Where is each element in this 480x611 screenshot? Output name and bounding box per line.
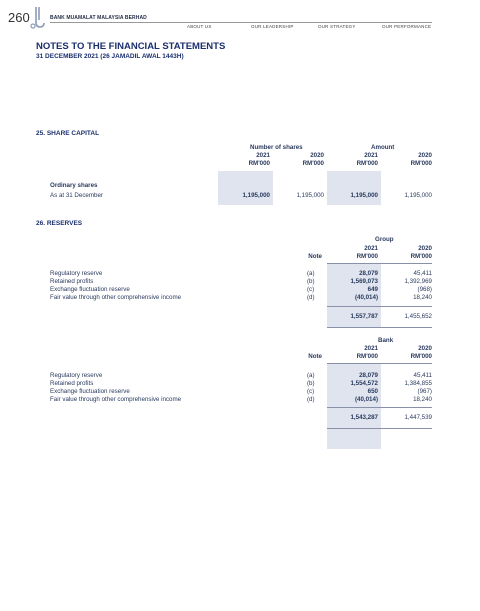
reserve-label: Fair value through other comprehensive income bbox=[50, 396, 182, 403]
unit-header: RM'000 bbox=[410, 353, 432, 360]
total-rule bbox=[327, 306, 432, 307]
table-cell: (967) bbox=[417, 388, 432, 395]
reserve-label: Exchange fluctuation reserve bbox=[50, 388, 130, 395]
table-cell: 45,411 bbox=[413, 372, 432, 379]
reserve-label: Fair value through other comprehensive income bbox=[50, 294, 182, 301]
total-rule bbox=[327, 407, 432, 408]
reserve-label: Retained profits bbox=[50, 380, 94, 387]
note-ref: (b) bbox=[307, 380, 315, 387]
note-ref: (a) bbox=[307, 372, 315, 379]
total-cell: 1,447,539 bbox=[404, 414, 432, 421]
reserves-heading: 26. RESERVES bbox=[36, 220, 83, 227]
year-header: 2020 bbox=[418, 245, 432, 252]
year-header: 2021 bbox=[364, 245, 378, 252]
total-cell: 1,543,287 bbox=[350, 414, 378, 421]
unit-header: RM'000 bbox=[302, 160, 324, 167]
page-subtitle: 31 DECEMBER 2021 (26 JAMADIL AWAL 1443H) bbox=[36, 53, 184, 60]
total-bottom-rule bbox=[327, 428, 432, 429]
bank-label: Bank bbox=[378, 337, 394, 344]
year-header: 2021 bbox=[364, 152, 378, 159]
note-header: Note bbox=[308, 253, 322, 260]
row-title: Ordinary shares bbox=[50, 182, 98, 189]
nav-our-performance[interactable]: OUR PERFORMANCE bbox=[382, 24, 432, 29]
note-ref: (c) bbox=[307, 286, 315, 293]
note-header: Note bbox=[308, 353, 322, 360]
table-cell: (40,014) bbox=[354, 294, 378, 301]
reserve-label: Regulatory reserve bbox=[50, 372, 103, 379]
note-ref: (a) bbox=[307, 270, 315, 277]
table-cell: 650 bbox=[367, 388, 378, 395]
share-capital-heading: 25. SHARE CAPITAL bbox=[36, 130, 100, 137]
year-header: 2021 bbox=[364, 345, 378, 352]
unit-header: RM'000 bbox=[410, 253, 432, 260]
page-title: NOTES TO THE FINANCIAL STATEMENTS bbox=[36, 41, 226, 52]
shaded-column-2021 bbox=[218, 171, 273, 205]
nav-our-leadership[interactable]: OUR LEADERSHIP bbox=[251, 24, 294, 29]
year-header: 2020 bbox=[418, 345, 432, 352]
table-cell: 28,079 bbox=[359, 372, 378, 379]
page-number: 260 bbox=[8, 10, 30, 25]
header-divider bbox=[50, 22, 432, 23]
unit-header: RM'000 bbox=[248, 160, 270, 167]
year-header: 2020 bbox=[310, 152, 324, 159]
unit-header: RM'000 bbox=[356, 160, 378, 167]
note-ref: (c) bbox=[307, 388, 315, 395]
total-bottom-rule bbox=[327, 327, 432, 328]
table-cell: 1,195,000 bbox=[404, 192, 432, 199]
table-cell: 18,240 bbox=[413, 396, 432, 403]
total-cell: 1,455,652 bbox=[404, 313, 432, 320]
amount-group-label: Amount bbox=[371, 144, 395, 151]
note-ref: (b) bbox=[307, 278, 315, 285]
reserve-label: Retained profits bbox=[50, 278, 94, 285]
table-cell: 1,569,073 bbox=[350, 278, 378, 285]
table-cell: 1,195,000 bbox=[296, 192, 324, 199]
table-cell: 1,392,969 bbox=[404, 278, 432, 285]
table-cell: 1,554,572 bbox=[350, 380, 378, 387]
table-cell: 28,079 bbox=[359, 270, 378, 277]
unit-header: RM'000 bbox=[356, 253, 378, 260]
bank-logo-icon bbox=[30, 6, 46, 30]
row-label: As at 31 December bbox=[50, 192, 103, 199]
header-rule bbox=[327, 363, 432, 364]
year-header: 2021 bbox=[256, 152, 270, 159]
table-cell: (40,014) bbox=[354, 396, 378, 403]
year-header: 2020 bbox=[418, 152, 432, 159]
reserve-label: Exchange fluctuation reserve bbox=[50, 286, 130, 293]
nav-our-strategy[interactable]: OUR STRATEGY bbox=[318, 24, 356, 29]
shares-group-label: Number of shares bbox=[250, 144, 303, 151]
table-cell: 649 bbox=[367, 286, 378, 293]
note-ref: (d) bbox=[307, 294, 315, 301]
table-cell: 1,195,000 bbox=[350, 192, 378, 199]
table-cell: 18,240 bbox=[413, 294, 432, 301]
table-cell: 45,411 bbox=[413, 270, 432, 277]
table-cell: 1,195,000 bbox=[242, 192, 270, 199]
unit-header: RM'000 bbox=[356, 353, 378, 360]
table-cell: 1,384,855 bbox=[404, 380, 432, 387]
group-label: Group bbox=[375, 236, 394, 243]
total-cell: 1,557,787 bbox=[350, 313, 378, 320]
table-cell: (968) bbox=[417, 286, 432, 293]
note-ref: (d) bbox=[307, 396, 315, 403]
header-rule bbox=[327, 263, 432, 264]
unit-header: RM'000 bbox=[410, 160, 432, 167]
nav-about-us[interactable]: ABOUT US bbox=[187, 24, 212, 29]
reserve-label: Regulatory reserve bbox=[50, 270, 103, 277]
bank-name: BANK MUAMALAT MALAYSIA BERHAD bbox=[50, 15, 147, 21]
shaded-column-2021 bbox=[327, 171, 381, 205]
